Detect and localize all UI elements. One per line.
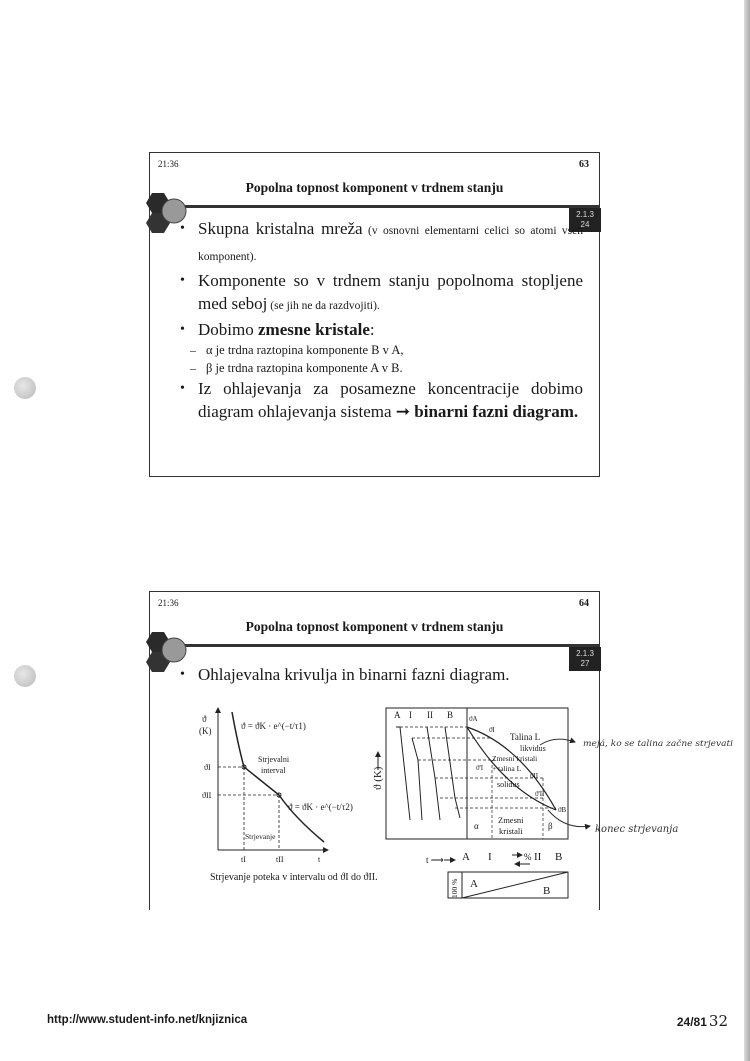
curve-label: A <box>394 710 401 720</box>
temp-label: ϑ'II <box>535 790 545 798</box>
solidus-label: solidus <box>497 780 520 789</box>
curve-label: B <box>447 710 454 720</box>
y-axis-label: ϑ <box>202 714 207 724</box>
melt-label: Talina L <box>510 732 541 742</box>
page-number: 24/81 <box>676 1015 707 1029</box>
slide-number: 64 <box>579 598 589 609</box>
handwritten-note: konec strjevanja <box>595 824 679 835</box>
melt-plus-label: + talina L <box>492 764 522 773</box>
x-label: II <box>534 851 542 863</box>
slide-title: Popolna topnost komponent v trdnem stanju <box>245 180 504 195</box>
x-tick: tII <box>276 855 284 864</box>
temp-label: ϑ'I <box>476 764 484 772</box>
bar-axis-label: 100 % <box>450 878 459 898</box>
sub-bullet: – β je trdna raztopina komponente A v B. <box>178 359 583 377</box>
interval-label: interval <box>261 766 286 775</box>
temp-label: ϑI <box>489 726 495 734</box>
x-tick: tI <box>241 855 246 864</box>
equation-2: ϑ = ϑK · e^(−t/τ2) <box>288 802 353 812</box>
handwritten-note: mejá, ko se talina začne strjevati <box>583 739 734 748</box>
x-label: I <box>488 851 492 863</box>
solid-label: kristali <box>499 826 523 836</box>
alpha-label: α <box>474 821 479 831</box>
bullet: • Dobimo zmesne kristale: <box>178 318 583 341</box>
cooling-curve <box>232 712 324 842</box>
region-label: Strjevanje <box>245 832 276 841</box>
liquidus-label: likvidus <box>520 744 546 753</box>
sub-bullet: – α je trdna raztopina komponente B v A, <box>178 341 583 359</box>
slide-title: Popolna topnost komponent v trdnem stanju <box>245 619 504 634</box>
diagram-frame <box>386 708 568 839</box>
x-label: B <box>555 851 563 863</box>
handwritten-page-number: 32 <box>708 1012 728 1030</box>
bullet: • Iz ohlajevanja za posamezne koncentracije dobimo diagram ohlajevanja sistema ➞ binarni fazni diagram. <box>178 377 583 423</box>
section-badge: 2.1.3 24 <box>569 208 601 232</box>
bullet: • Skupna kristalna mreža (v osnovni elementarni celici so atomi vseh komponent). <box>178 217 583 269</box>
y-axis-label: ϑ (K) <box>372 766 384 790</box>
interval-label: Strjevalni <box>258 755 290 764</box>
slide-time: 21:36 <box>158 598 179 608</box>
slide-number: 63 <box>579 159 589 170</box>
y-tick: ϑII <box>202 791 212 800</box>
curve-label: I <box>409 710 412 720</box>
percent-label: % <box>524 852 532 862</box>
caption: Strjevanje poteka v intervalu od ϑI do ϑII. <box>210 872 378 883</box>
temp-label: ϑII <box>530 772 539 780</box>
x-tick: t <box>318 855 321 864</box>
slide-time: 21:36 <box>158 159 179 169</box>
time-arrow-label: t ⟶ <box>426 855 444 865</box>
equation-1: ϑ = ϑK · e^(−t/τ1) <box>241 721 306 731</box>
y-unit-label: (K) <box>199 726 212 736</box>
bullet: • Komponente so v trdnem stanju popolnoma stopljene med seboj (se jih ne da razdvojiti). <box>178 269 583 318</box>
footer-url: http://www.student-info.net/knjiznica <box>47 1014 248 1026</box>
beta-label: β <box>548 821 553 831</box>
x-label: A <box>462 851 470 863</box>
temp-label: ϑA <box>469 715 478 723</box>
bar-label-b: B <box>543 885 551 897</box>
bar-label-a: A <box>470 878 478 890</box>
temp-label: ϑB <box>558 806 567 814</box>
mixed-label: Zmesni kristali <box>492 754 538 763</box>
y-tick: ϑI <box>204 763 211 772</box>
section-badge: 2.1.3 27 <box>569 647 601 671</box>
curve-label: II <box>427 710 433 720</box>
solid-label: Zmesni <box>498 815 524 825</box>
footer-page-number <box>677 1012 728 1030</box>
bullet: • Ohlajevalna krivulja in binarni fazni diagram. <box>178 663 583 686</box>
